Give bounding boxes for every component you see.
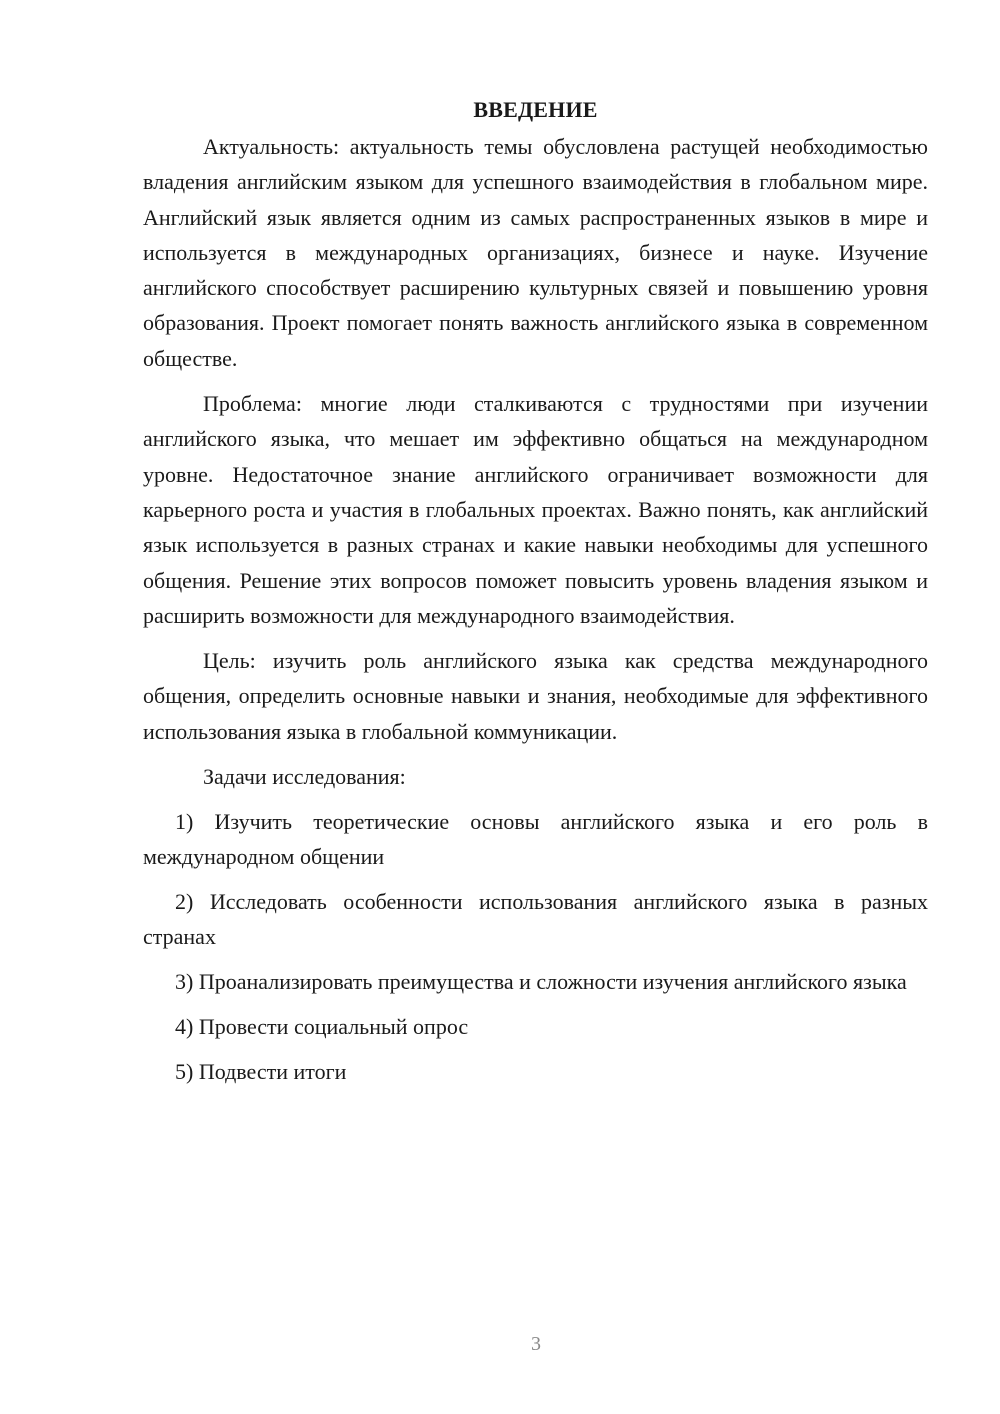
page-number: 3 bbox=[531, 1333, 541, 1355]
document-page bbox=[143, 92, 928, 1099]
task-item-3: 3) Проанализировать преимущества и сложности изучения английского языка bbox=[175, 969, 907, 995]
task-item-4: 4) Провести социальный опрос bbox=[175, 1014, 469, 1040]
tasks-list bbox=[143, 804, 928, 1089]
tasks-title: Задачи исследования: bbox=[203, 764, 406, 790]
task-item-5: 5) Подвести итоги bbox=[175, 1059, 347, 1085]
paragraph-problem: Проблема: многие люди сталкиваются с трудностями при изучении английского языка, что мешает им эффективно общаться на международном уровне. Недостаточное знание английского ограничивает возможности для карьерного роста и участия в глобальных проектах. Важно понять, как английский язык используется в разных странах и какие навыки необходимы для успешного общения. Решение этих вопросов поможет повысить уровень владения языком и расширить возможности для международного взаимодействия. bbox=[143, 391, 928, 628]
paragraph-relevance: Актуальность: актуальность темы обусловлена растущей необходимостью владения английским языком для успешного взаимодействия в глобальном мире. Английский язык является одним из самых распространенных языков в мире и используется в международных организациях, бизнесе и науке. Изучение английского способствует расширению культурных связей и повышению уровня образования. Проект помогает понять важность английского языка в современном обществе. bbox=[143, 134, 928, 371]
section-heading: ВВЕДЕНИЕ bbox=[473, 97, 598, 122]
paragraph-goal: Цель: изучить роль английского языка как средства международного общения, определить основные навыки и знания, необходимые для эффективного использования языка в глобальной коммуникации. bbox=[143, 648, 928, 744]
task-item-2: 2) Исследовать особенности использования английского языка в разных странах bbox=[143, 889, 928, 950]
task-item-1: 1) Изучить теоретические основы английского языка и его роль в международном общении bbox=[143, 809, 928, 870]
